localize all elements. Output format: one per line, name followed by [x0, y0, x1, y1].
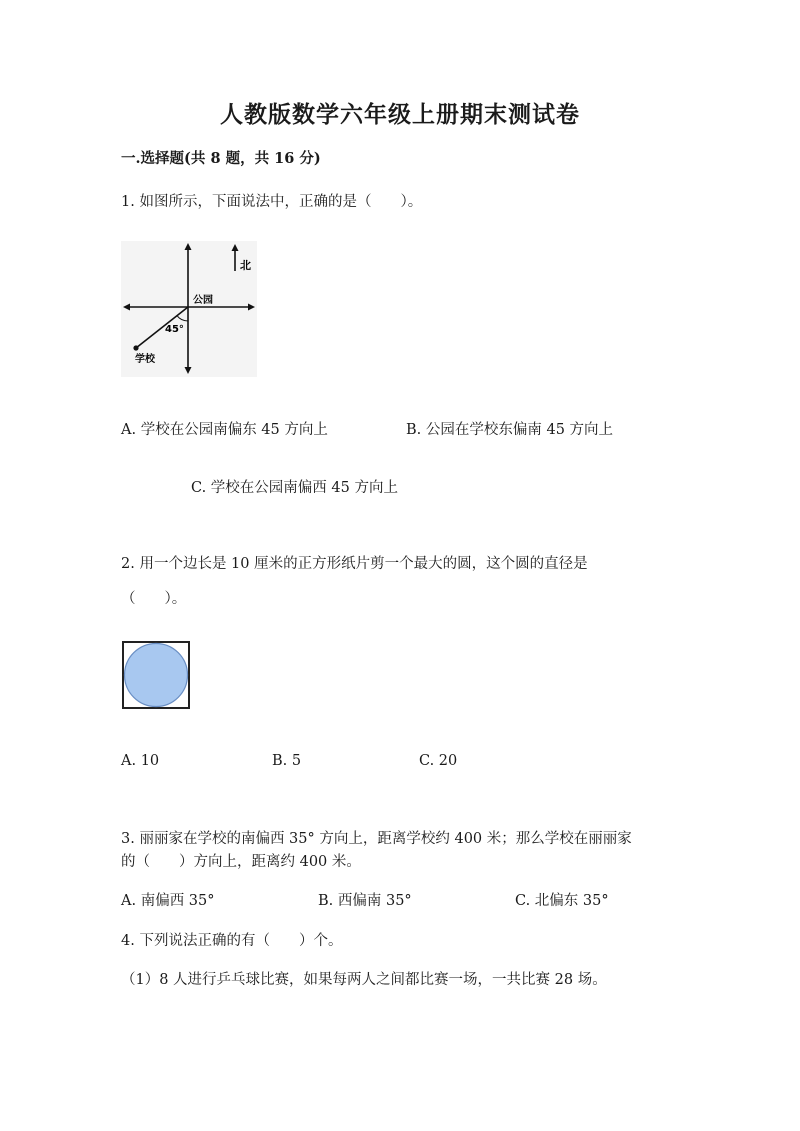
question-2-text-line1: 2. 用一个边长是 10 厘米的正方形纸片剪一个最大的圆，这个圆的直径是 — [121, 556, 588, 572]
question-4-text: 4. 下列说法正确的有（ ）个。 — [121, 933, 343, 949]
angle-label: 45° — [165, 324, 184, 335]
question-3-text-line2: 的（ ）方向上，距离约 400 米。 — [121, 854, 361, 870]
section-heading: 一.选择题(共 8 题，共 16 分) — [121, 150, 321, 167]
page-title: 人教版数学六年级上册期末测试卷 — [220, 101, 580, 128]
question-3-text-line1: 3. 丽丽家在学校的南偏西 35° 方向上，距离学校约 400 米；那么学校在丽丽家 — [121, 831, 632, 847]
q2-option-b: B. 5 — [272, 753, 302, 769]
question-2-text-line2: （ ）。 — [121, 591, 187, 607]
inscribed-circle — [125, 644, 188, 707]
square-circle-figure — [121, 640, 191, 710]
park-label: 公园 — [193, 295, 213, 306]
q3-option-c: C. 北偏东 35° — [515, 893, 609, 909]
school-label: 学校 — [135, 354, 155, 365]
q3-option-b: B. 西偏南 35° — [318, 893, 412, 909]
north-label: 北 — [240, 259, 251, 272]
school-point — [133, 345, 138, 350]
compass-figure — [121, 241, 257, 377]
question-4-item-1: （1）8 人进行乒乓球比赛，如果每两人之间都比赛一场，一共比赛 28 场。 — [121, 972, 607, 988]
q2-option-a: A. 10 — [121, 753, 160, 769]
q1-option-c: C. 学校在公园南偏西 45 方向上 — [191, 480, 398, 496]
q3-option-a: A. 南偏西 35° — [121, 893, 215, 909]
q1-option-a: A. 学校在公园南偏东 45 方向上 — [121, 422, 328, 438]
q1-option-b: B. 公园在学校东偏南 45 方向上 — [406, 422, 614, 438]
q2-option-c: C. 20 — [419, 753, 458, 769]
question-1-text: 1. 如图所示，下面说法中，正确的是（ ）。 — [121, 194, 423, 210]
